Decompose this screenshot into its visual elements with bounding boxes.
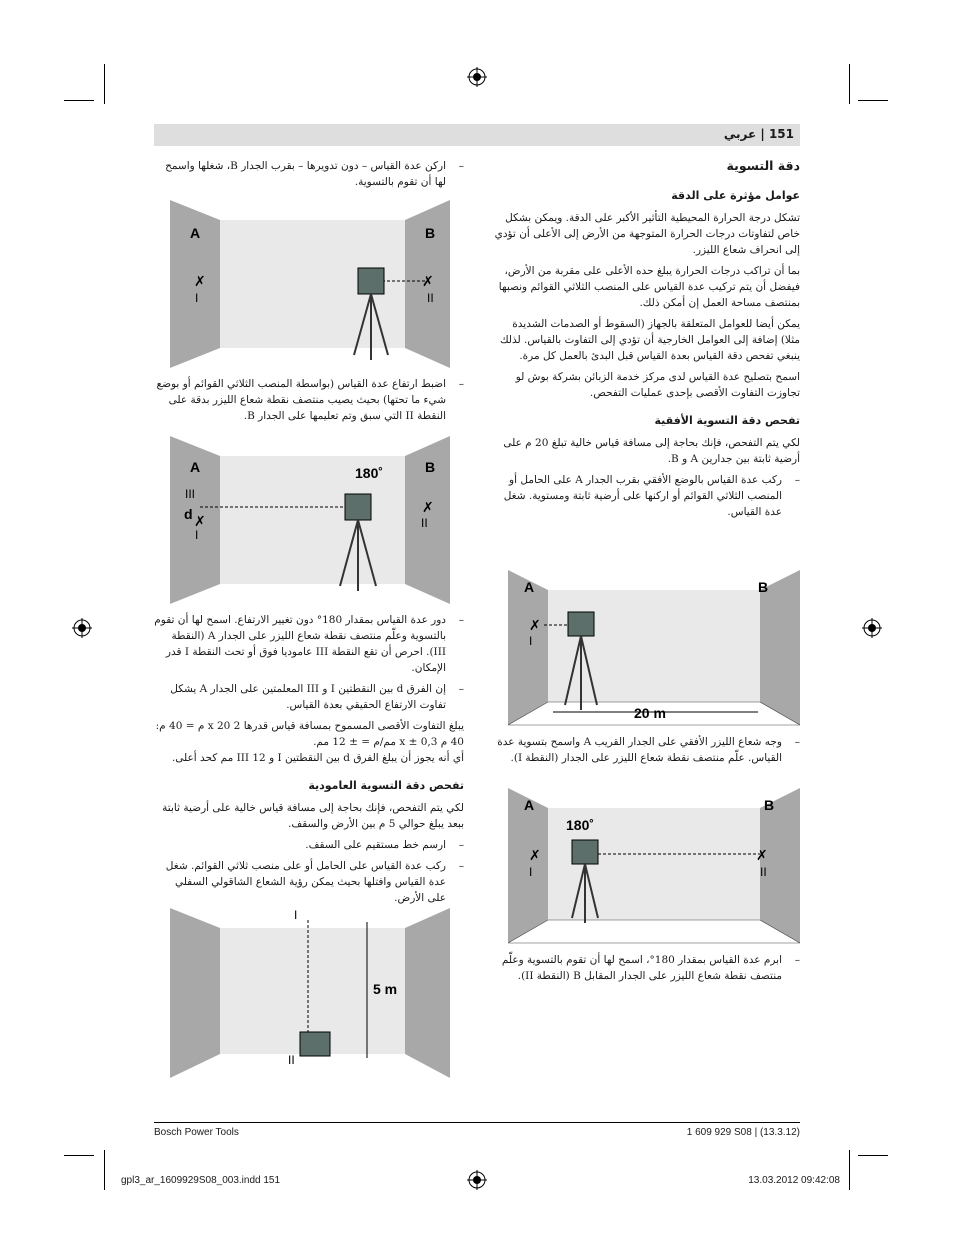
horizontal-check-heading: تفحص دقة التسوية الأفقية [654,414,800,427]
bullet-item: – ركب عدة القياس بالوضع الأفقي بقرب الجدار A على الحامل أو المنصب الثلاثي القوائم أو اركنها على أرضية ثابتة ومستوية. شغل عدة القياس. [490,472,800,520]
wall-b-label: B [425,225,436,241]
point-i-label: I [529,634,533,648]
difference-d-label: d [184,506,193,522]
paragraph: لكي يتم التفحص، فإنك بحاجة إلى مسافة قياس خالية على أرضية ثابتة ببعد يبلغ حوالي 5 م بين الأرض والسقف. [162,802,464,830]
crop-mark [849,1150,850,1190]
crop-mark [104,1150,105,1190]
section-title: دقة التسوية [726,158,800,173]
bullet-item: – ابرم عدة القياس بمقدار 180°، اسمح لها أن تقوم بالتسوية وعلّم منتصف نقطة شعاع الليزر على الجدار المقابل B (النقطة II). [490,952,800,984]
crop-mark [858,100,888,101]
distance-5m-label: 5 m [373,981,398,997]
rotation-180-label: 180˚ [566,817,595,833]
crop-mark [858,1155,888,1156]
paragraph: يمكن أيضا للعوامل المتعلقة بالجهاز (السقوط أو الصدمات الشديدة مثلا) إضافة إلى العوامل الخارجية أن تؤدي إلى التفاوت بالقياس. لذلك ينبغي تفحص دقة القياس بعدة القياس قبل البدئ بالعمل كل مرة. [499,318,800,362]
distance-20m-label: 20 m [634,705,666,721]
point-mark-icon: ✗ [194,273,206,289]
paragraph: لكي يتم التفحص، فإنك بحاجة إلى مسافة قياس خالية تبلغ 20 م على أرضية ثابتة بين جدارين A و B. [503,437,800,465]
point-mark-icon: ✗ [529,847,541,863]
left-text-block [154,612,464,911]
footer-doc-number: 1 609 929 S08 | (13.3.12) [686,1127,800,1138]
paragraph: بما أن تراكب درجات الحرارة يبلغ حده الأعلى على مقربة من الأرض، فيفضل أن يتم تركيب عدة القياس على المنصب الثلاثي القوائم ونصبها بمنتصف مساحة العمل إن أمكن ذلك. [498,265,800,309]
point-i-label: I [195,528,199,542]
header-band [154,124,800,146]
registration-mark-icon [467,1170,487,1190]
point-ii-label: II [421,516,428,530]
right-bullet-3 [490,952,800,989]
figure-horizontal-setup [508,570,800,728]
figure-vertical-setup [170,908,450,1080]
left-bullet-2 [154,376,464,429]
wall-a-label: A [190,459,201,475]
paragraph: يبلغ التفاوت الأقصى المسموح بمسافة قياس قدرها 2 x 20 م = 40 م: [155,720,464,732]
left-bullet-1 [154,158,464,195]
footer-rule [154,1122,800,1123]
registration-mark-icon [72,618,92,638]
registration-mark-icon [862,618,882,638]
right-column [490,158,800,525]
point-mark-icon: ✗ [529,617,541,633]
wall-b-label: B [764,797,775,813]
vertical-check-heading: تفحص دقة التسوية العامودية [308,779,464,792]
bullet-item: – وجه شعاع الليزر الأفقي على الجدار القريب A واسمح بتسوية عدة القياس. علّم منتصف نقطة شعاع الليزر على الجدار (النقطة I). [490,734,800,766]
footer-brand: Bosch Power Tools [154,1127,239,1138]
footer-file-name: gpl3_ar_1609929S08_003.indd 151 [121,1175,281,1186]
bullet-item: – اركن عدة القياس – دون تدويرها – بقرب الجدار B، شغلها واسمح لها أن تقوم بالتسوية. [154,158,464,190]
figure-horizontal-rotated [508,788,800,946]
point-iii-label: III [185,487,196,501]
point-i-label: I [195,291,199,305]
crop-mark [64,100,94,101]
crop-mark [849,64,850,104]
wall-a-label: A [524,797,535,813]
paragraph: 40 م x ± 0,3 مم/م = ± 12 مم. [313,736,464,748]
point-mark-icon: ✗ [756,847,768,863]
page-label: 151 | عربي [723,127,794,141]
crop-mark [104,64,105,104]
point-mark-icon: ✗ [194,513,206,529]
bullet-item: – دور عدة القياس بمقدار 180° دون تغيير الارتفاع. اسمح لها أن تقوم بالتسوية وعلّم منتصف نقطة شعاع الليزر على الجدار A (النقطة III). احرص أن تقع النقطة III عاموديا فوق أو تحت النقطة I قدر الإمكان. [154,612,464,676]
bullet-item: – ركب عدة القياس على الحامل أو على منصب ثلاثي القوائم. شغل عدة القياس وافتلها بحيث يمكن رؤية الشعاع الشاقولي السفلي على الأرض. [154,858,464,906]
crop-mark [64,1155,94,1156]
wall-b-label: B [425,459,436,475]
figure-rotated-at-wall-b [170,436,450,604]
point-ii-label: II [760,865,767,879]
bullet-item: – إن الفرق d بين النقطتين I و III المعلمتين على الجدار A يشكل تفاوت الارتفاع الحقيقي بعدة القياس. [154,681,464,713]
footer-timestamp: 13.03.2012 09:42:08 [748,1175,840,1186]
wall-a-label: A [524,579,535,595]
wall-b-label: B [758,579,769,595]
bullet-item: – اضبط ارتفاع عدة القياس (بواسطة المنصب الثلاثي القوائم أو بوضع شيء ما تحتها) بحيث يصيب منتصف نقطة شعاع الليزر بدقة على النقطة II التي سبق وتم تعليمها على الجدار B. [154,376,464,424]
figure-near-wall-b [170,200,450,368]
right-bullet-2 [490,734,800,771]
bullet-item: – ارسم خط مستقيم على السقف. [154,837,464,853]
paragraph: أي أنه يجوز أن يبلغ الفرق d بين النقطتين I و III 12 مم كحد أعلى. [171,752,464,764]
registration-mark-icon [467,67,487,87]
point-ii-label: II [288,1053,295,1067]
point-ii-label: II [427,291,434,305]
paragraph: اسمح بتصليح عدة القياس لدى مركز خدمة الزبائن بشركة بوش لو تجاوزت التفاوت الأقصى بإحدى عمليات التفحص. [515,371,800,399]
point-i-label: I [294,908,298,922]
paragraph: تشكل درجة الحرارة المحيطية التأثير الأكبر على الدقة. ويمكن بشكل خاص لتفاوتات درجات الحرارة المتوجهة من الأرض إلى الأعلى أن تؤدي إلى انحراف شعاع الليزر. [494,212,800,256]
point-i-label: I [529,865,533,879]
point-mark-icon: ✗ [422,273,434,289]
wall-a-label: A [190,225,201,241]
factors-heading: عوامل مؤثرة على الدقة [671,189,800,202]
rotation-180-label: 180˚ [355,465,384,481]
point-mark-icon: ✗ [422,499,434,515]
